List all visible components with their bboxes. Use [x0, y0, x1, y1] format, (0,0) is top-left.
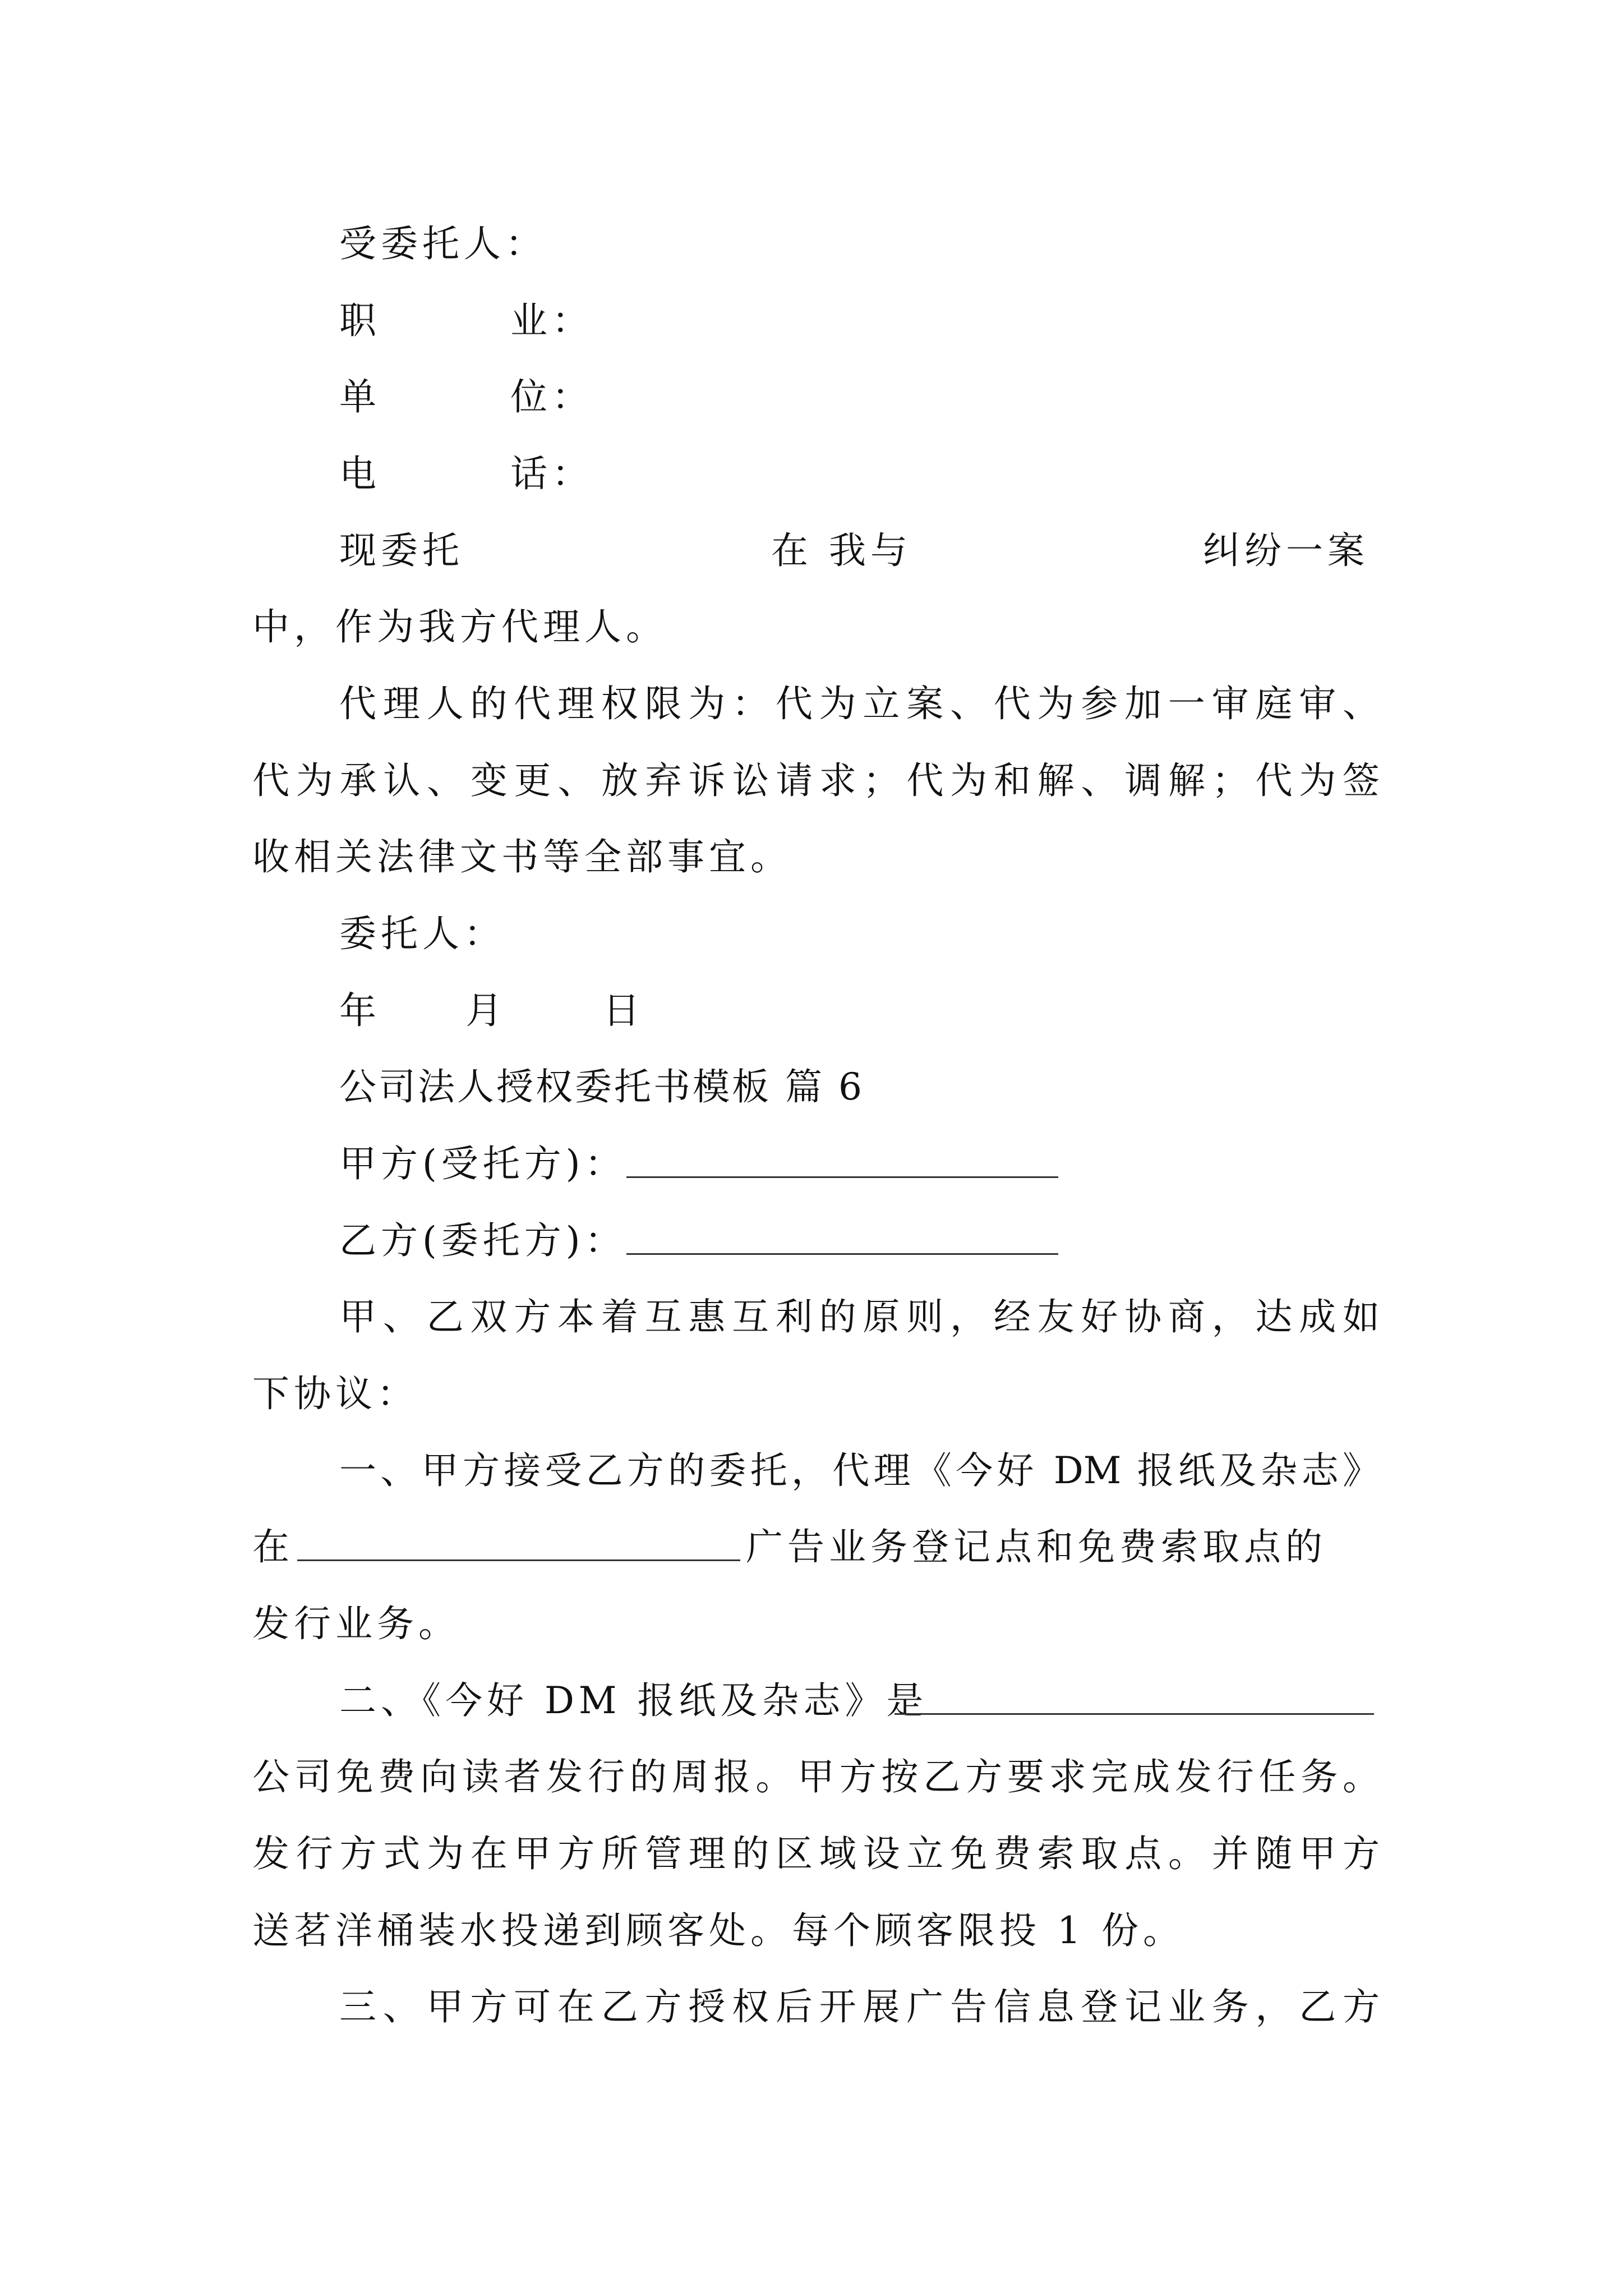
- party-a-blank: [626, 1142, 1058, 1178]
- date-day: 日: [603, 989, 644, 1032]
- phone-label-a: 电: [339, 452, 381, 495]
- entrust-line-1: [339, 528, 1380, 573]
- intro-line-2: 下协议：: [252, 1372, 418, 1415]
- clause2-blank: [895, 1678, 1374, 1715]
- clause2-line-1: [339, 1678, 928, 1723]
- occupation-label-a: 职: [339, 299, 381, 342]
- phone-label-b: 话：: [510, 452, 593, 495]
- date-line: [339, 988, 644, 1033]
- section-title: 公司法人授权委托书模板 篇 6: [339, 1065, 864, 1108]
- clause1-line-3: 发行业务。: [252, 1602, 460, 1645]
- authority-line-3: 收相关法律文书等全部事宜。: [252, 835, 792, 878]
- principal-label: 委托人：: [339, 912, 505, 955]
- party-a-line: [339, 1142, 1058, 1186]
- authority-line-2: 代为承认、变更、放弃诉讼请求；代为和解、调解；代为签: [252, 759, 1380, 802]
- unit-label-a: 单: [339, 375, 381, 418]
- agent-label: 受委托人：: [339, 222, 547, 265]
- clause2-line-4: 送茗洋桶装水投递到顾客处。每个顾客限投 1 份。: [252, 1909, 1184, 1952]
- party-b-label: 乙方(委托方)：: [339, 1219, 626, 1262]
- party-b-line: [339, 1218, 1058, 1263]
- entrust-line-2: 中，作为我方代理人。: [252, 605, 667, 648]
- occupation-line: [339, 298, 593, 343]
- clause1-suffix: 广告业务登记点和免费索取点的: [746, 1525, 1327, 1568]
- phone-line: [339, 452, 593, 496]
- party-b-blank: [626, 1218, 1058, 1255]
- date-year: 年: [339, 989, 381, 1032]
- entrust-seg-3: 纠纷一案: [1203, 529, 1369, 572]
- date-month: 月: [465, 989, 507, 1032]
- intro-line-1: 甲、乙双方本着互惠互利的原则，经友好协商，达成如: [339, 1295, 1380, 1338]
- clause3-line-1: 三、甲方可在乙方授权后开展广告信息登记业务，乙方: [339, 1985, 1380, 2028]
- clause2-line-3: 发行方式为在甲方所管理的区域设立免费索取点。并随甲方: [252, 1832, 1380, 1875]
- entrust-seg-1: 现委托: [339, 529, 464, 572]
- clause1-blank: [297, 1525, 740, 1561]
- occupation-label-b: 业：: [510, 299, 593, 342]
- unit-line: [339, 375, 593, 420]
- authority-line-1: 代理人的代理权限为：代为立案、代为参加一审庭审、: [339, 682, 1380, 725]
- entrust-seg-2: 在 我与: [771, 529, 912, 572]
- clause1-prefix: 在: [252, 1525, 294, 1568]
- clause1-line-1: 一、甲方接受乙方的委托，代理《今好 DM 报纸及杂志》: [339, 1449, 1380, 1492]
- clause2-prefix: 二、《今好 DM 报纸及杂志》是: [339, 1679, 928, 1722]
- unit-label-b: 位：: [510, 375, 593, 418]
- party-a-label: 甲方(受托方)：: [339, 1142, 626, 1185]
- clause1-line-2: [252, 1525, 1380, 1570]
- clause2-line-2: 公司免费向读者发行的周报。甲方按乙方要求完成发行任务。: [252, 1755, 1380, 1798]
